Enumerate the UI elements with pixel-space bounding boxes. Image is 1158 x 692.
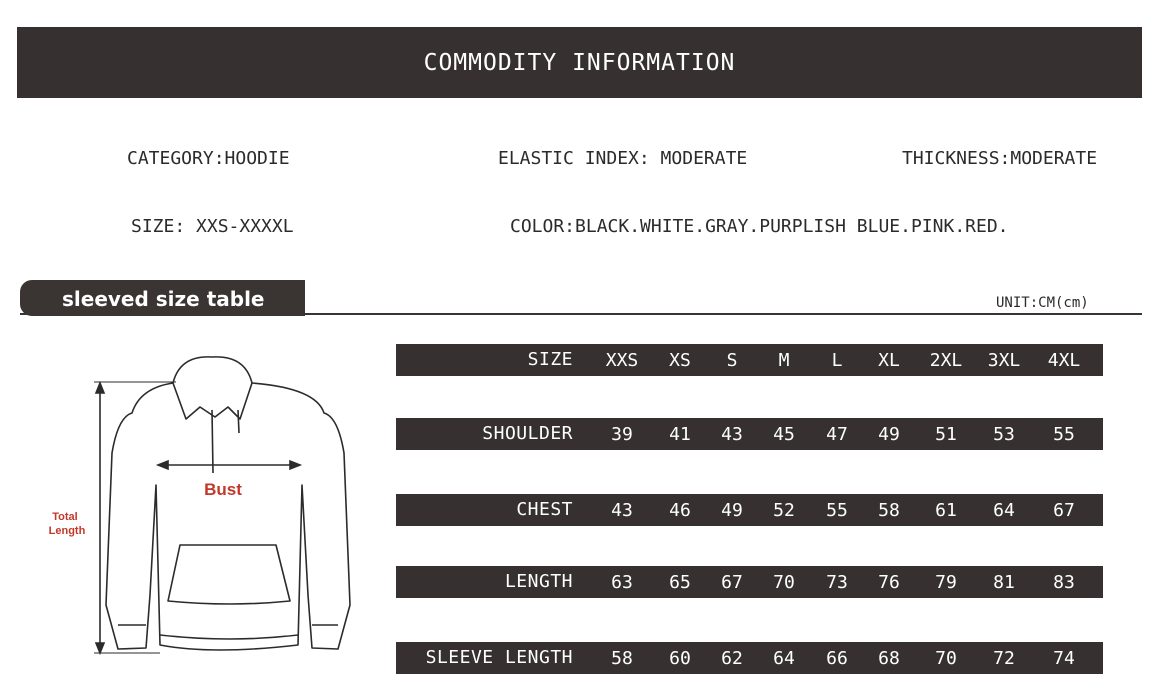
- drawstring-left: [212, 410, 213, 473]
- row-label: LENGTH: [504, 571, 573, 592]
- row-label: CHEST: [516, 499, 573, 520]
- table-cell: 3XL: [987, 350, 1021, 371]
- hem-line: [160, 635, 298, 639]
- table-cell: 74: [1053, 648, 1075, 669]
- table-cell: 67: [1053, 500, 1075, 521]
- length-row: [396, 566, 1103, 598]
- hoodie-illustration: [40, 355, 380, 675]
- table-cell: 70: [773, 572, 795, 593]
- table-cell: 51: [935, 424, 957, 445]
- total-length-label-2: Length: [48, 525, 86, 537]
- table-cell: 47: [826, 424, 848, 445]
- table-cell: 65: [669, 572, 691, 593]
- table-cell: 72: [993, 648, 1015, 669]
- table-cell: 55: [1053, 424, 1075, 445]
- table-cell: 64: [993, 500, 1015, 521]
- table-cell: 68: [878, 648, 900, 669]
- table-cell: S: [726, 350, 738, 371]
- table-cell: 52: [773, 500, 795, 521]
- table-cell: 63: [611, 572, 633, 593]
- row-label: SIZE: [527, 349, 573, 370]
- row-label: SLEEVE LENGTH: [425, 647, 573, 668]
- table-cell: 43: [611, 500, 633, 521]
- table-cell: 66: [826, 648, 848, 669]
- table-cell: 58: [611, 648, 633, 669]
- bust-label: Bust: [204, 480, 242, 499]
- hoodie-body-outline: [106, 383, 350, 650]
- table-cell: 46: [669, 500, 691, 521]
- bust-arrow-left-head: [158, 461, 168, 469]
- table-cell: 58: [878, 500, 900, 521]
- table-cell: 41: [669, 424, 691, 445]
- unit-label: UNIT:CM(cm): [996, 295, 1089, 311]
- chest-row: [396, 494, 1103, 526]
- total-length-label-1: Total: [52, 511, 78, 523]
- table-cell: 76: [878, 572, 900, 593]
- info-category: CATEGORY:HOODIE: [127, 148, 290, 169]
- table-cell: 53: [993, 424, 1015, 445]
- table-cell: M: [778, 350, 790, 371]
- info-thickness: THICKNESS:MODERATE: [902, 148, 1098, 169]
- row-label: SHOULDER: [482, 423, 573, 444]
- table-cell: 55: [826, 500, 848, 521]
- table-cell: 49: [721, 500, 743, 521]
- shoulder-row: [396, 418, 1103, 450]
- table-cell: 45: [773, 424, 795, 445]
- table-cell: XL: [878, 350, 900, 371]
- table-cell: 43: [721, 424, 743, 445]
- pocket-outline: [168, 545, 290, 604]
- table-cell: 67: [721, 572, 743, 593]
- header-banner: [17, 27, 1142, 98]
- table-cell: 62: [721, 648, 743, 669]
- table-cell: 70: [935, 648, 957, 669]
- info-size: SIZE: XXS-XXXXL: [131, 216, 294, 237]
- length-arrow-top-head: [96, 383, 104, 393]
- table-cell: 61: [935, 500, 957, 521]
- table-cell: 2XL: [929, 350, 963, 371]
- hood-outline: [173, 357, 252, 419]
- table-cell: 73: [826, 572, 848, 593]
- sleeve-length-row: [396, 642, 1103, 674]
- table-cell: 64: [773, 648, 795, 669]
- table-cell: 39: [611, 424, 633, 445]
- bust-arrow-right-head: [290, 461, 300, 469]
- info-elastic: ELASTIC INDEX: MODERATE: [498, 148, 748, 169]
- table-cell: 81: [993, 572, 1015, 593]
- table-cell: XS: [669, 350, 691, 371]
- info-color: COLOR:BLACK.WHITE.GRAY.PURPLISH BLUE.PINK.RED.: [510, 216, 1009, 237]
- table-cell: 79: [935, 572, 957, 593]
- table-cell: XXS: [605, 350, 639, 371]
- table-cell: 49: [878, 424, 900, 445]
- drawstring-right: [238, 410, 239, 433]
- page-title: COMMODITY INFORMATION: [423, 49, 736, 76]
- table-cell: 60: [669, 648, 691, 669]
- section-tab: sleeved size table: [20, 280, 305, 316]
- table-cell: L: [831, 350, 843, 371]
- size-row: [396, 344, 1103, 376]
- table-cell: 4XL: [1047, 350, 1081, 371]
- table-cell: 83: [1053, 572, 1075, 593]
- length-arrow-bottom-head: [96, 643, 104, 653]
- section-divider: [20, 313, 1142, 315]
